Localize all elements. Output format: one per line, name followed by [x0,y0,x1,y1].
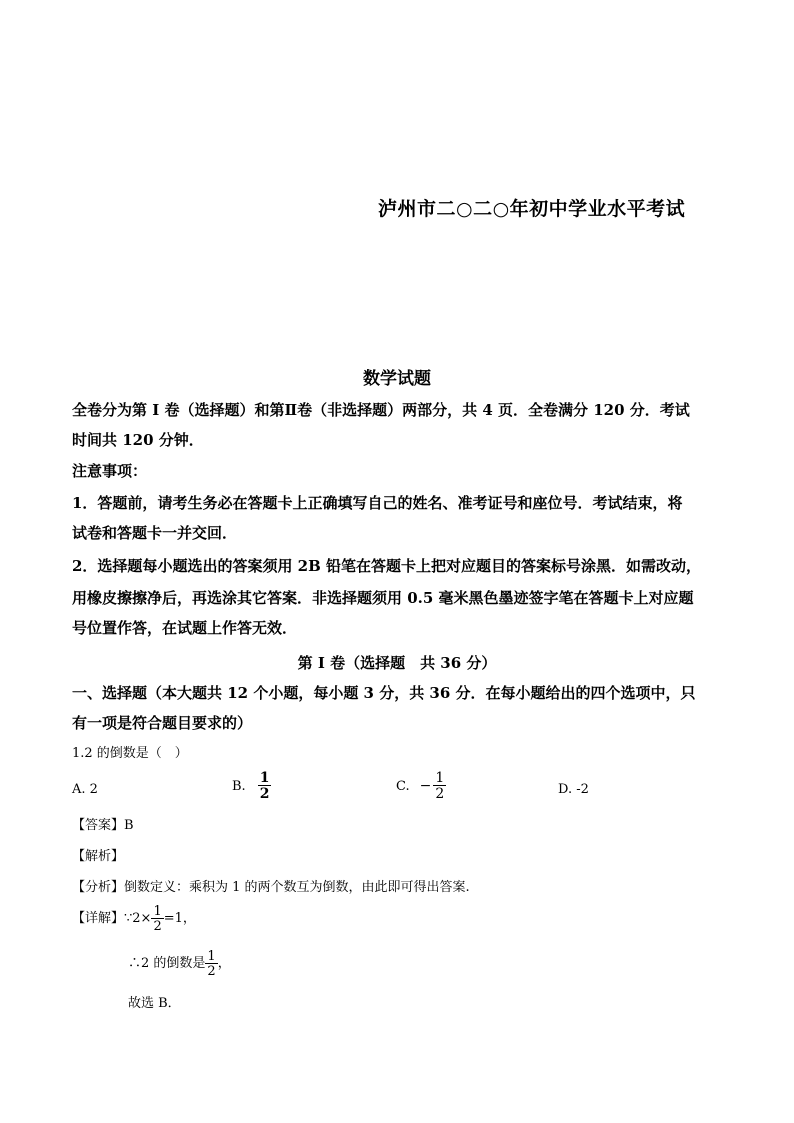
option-c [396,771,446,801]
exam-header-title: 泸州市二○二○年初中学业水平考试 [378,198,686,220]
detail-line-1 [72,905,196,933]
detail-line-1-denominator: 2 [153,919,162,934]
detail-line-1-numerator: 1 [153,904,162,919]
detail-line-1-pre: ∵2× [124,911,152,926]
answer-tag: 【答案】 [72,818,125,833]
detail-line-2-post: ， [217,956,231,971]
option-b-numerator: 1 [259,770,270,786]
option-b-fraction [258,771,272,801]
section-heading-line-1: 一、选择题（本大题共 12 个小题，每小题 3 分，共 36 分．在每小题给出的四个选项中，只 [72,684,696,702]
option-c-label: C. [396,778,410,794]
fenxi-line [72,879,470,897]
option-c-denominator: 2 [435,786,445,802]
detail-line-2 [128,950,231,978]
subject-title: 数学试题 [363,369,431,389]
notice-item-2-line-2: 用橡皮擦擦净后，再选涂其它答案．非选择题须用 0.5 毫米黑色墨迹签字笔在答题卡上对应题 [72,589,694,607]
notice-item-1-line-1: 1．答题前，请考生务必在答题卡上正确填写自己的姓名、准考证号和座位号．考试结束，将 [72,494,683,512]
fenxi-tag: 【分析】 [72,880,125,895]
intro-line-1: 全卷分为第 I 卷（选择题）和第Ⅱ卷（非选择题）两部分，共 4 页．全卷满分 120 分．考试 [72,401,690,419]
detail-line-2-fraction [205,950,217,978]
detail-line-2-numerator: 1 [207,949,216,964]
answer-value: B [124,818,134,833]
section-title: 第 I 卷（选择题 共 36 分） [297,654,497,672]
option-a: A. 2 [72,782,98,797]
fenxi-text: 倒数定义：乘积为 1 的两个数互为倒数，由此即可得出答案. [124,880,470,895]
option-b [232,771,271,801]
option-b-label: B. [232,778,246,794]
answer-line [72,817,134,835]
detail-line-3: 故选 B． [128,996,181,1011]
notice-item-2-line-1: 2．选择题每小题选出的答案须用 2B 铅笔在答题卡上把对应题目的答案标号涂黑．如需改动， [72,557,702,575]
section-heading-line-2: 有一项是符合题目要求的） [72,714,253,732]
notice-item-1-line-2: 试卷和答题卡一并交回． [72,524,238,542]
detail-line-1-fraction [151,905,163,933]
option-c-sign: − [419,778,432,794]
notice-heading: 注意事项： [72,462,148,480]
option-d: D. -2 [558,782,589,797]
analysis-tag: 【解析】 [72,849,125,864]
option-c-numerator: 1 [435,770,445,786]
detail-line-1-post: =1， [163,911,196,926]
detail-tag: 【详解】 [72,911,125,926]
notice-item-2-line-3: 号位置作答，在试题上作答无效． [72,619,298,637]
detail-line-2-pre: ∴2 的倒数是 [128,956,206,971]
intro-line-2: 时间共 120 分钟． [72,431,204,449]
question-1-stem: 1.2 的倒数是（ ） [72,746,188,761]
option-c-fraction [433,771,446,801]
detail-line-2-denominator: 2 [207,964,216,979]
option-b-denominator: 2 [259,786,270,802]
